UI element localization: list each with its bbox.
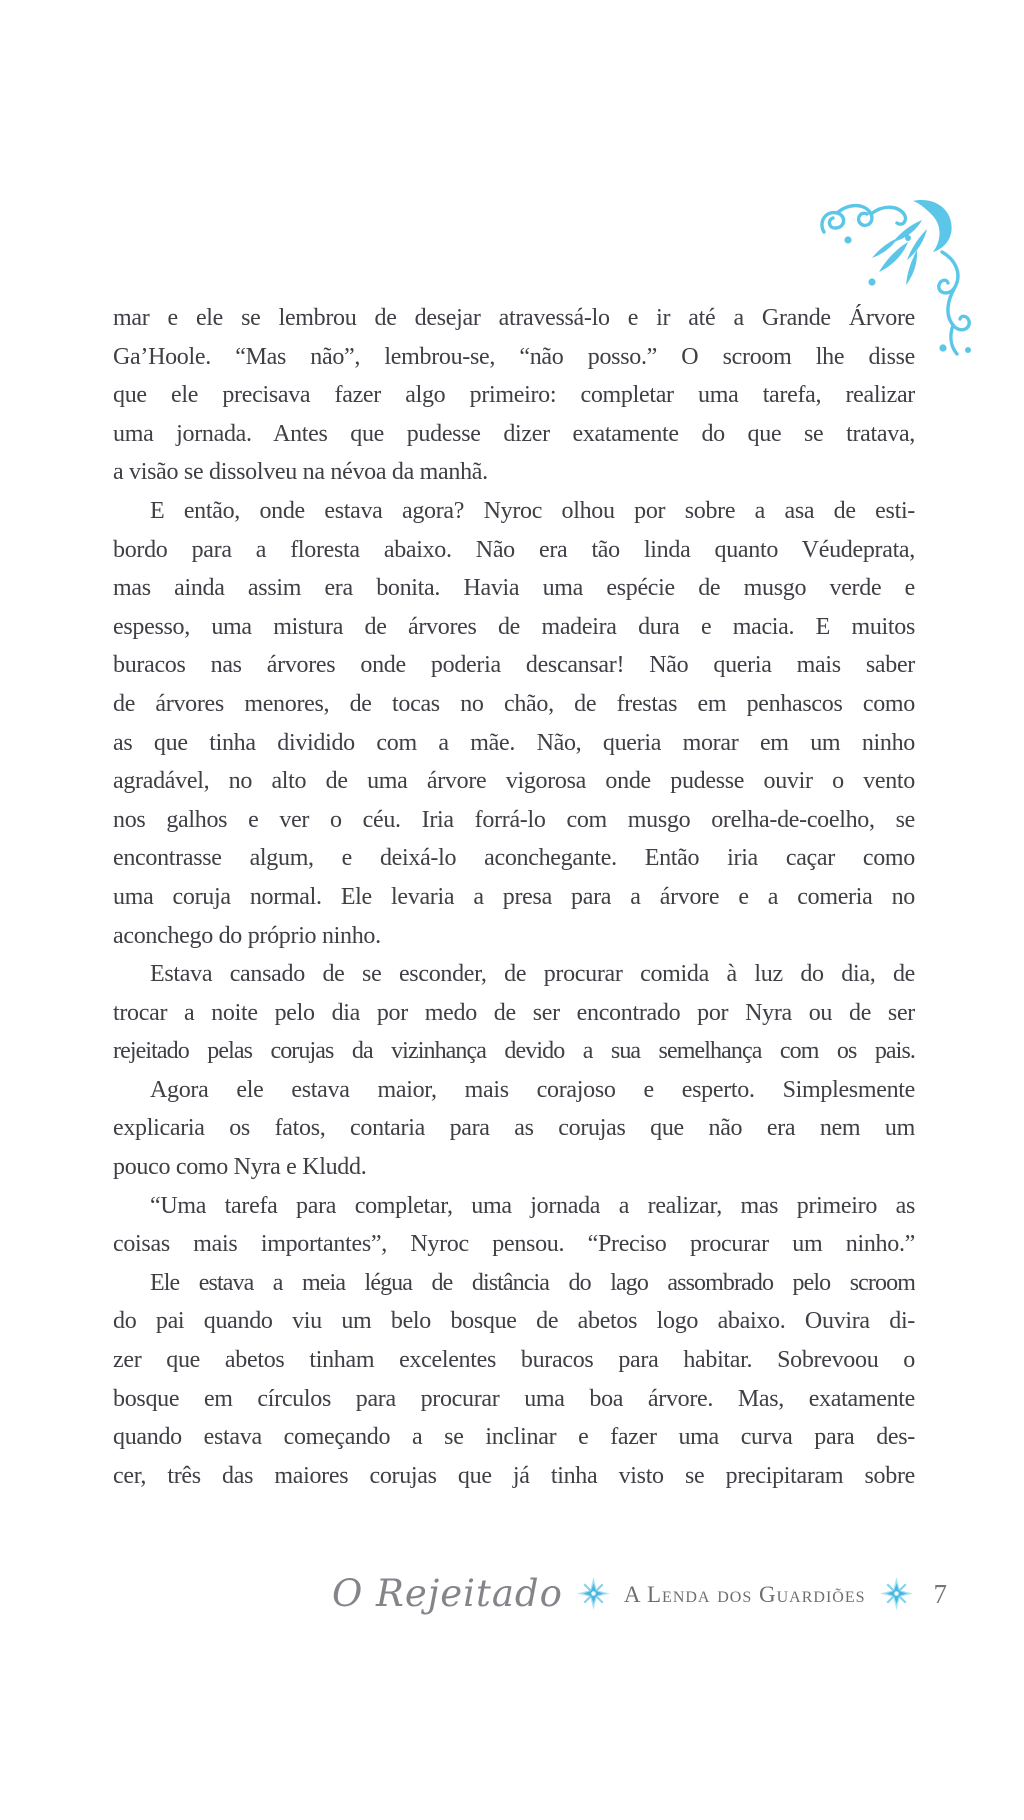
text-line: agradável, no alto de uma árvore vigorosa onde pudesse ouvir o vento xyxy=(113,768,915,795)
text-line: aconchego do próprio ninho. xyxy=(113,922,381,949)
page-number: 7 xyxy=(933,1578,947,1609)
text-line: pouco como Nyra e Kludd. xyxy=(113,1154,367,1181)
text-line: Agora ele estava maior, mais corajoso e esperto. Simplesmente xyxy=(150,1076,915,1103)
body-text xyxy=(113,299,915,1495)
text-line: as que tinha dividido com a mãe. Não, queria morar em um ninho xyxy=(113,729,915,756)
text-line: coisas mais importantes”, Nyroc pensou. “Preciso procurar um ninho.” xyxy=(113,1231,915,1258)
text-line: zer que abetos tinham excelentes buracos para habitar. Sobrevoou o xyxy=(113,1347,915,1374)
text-line: nos galhos e ver o céu. Iria forrá-lo com musgo orelha-de-coelho, se xyxy=(113,806,915,833)
text-line: bosque em círculos para procurar uma boa árvore. Mas, exatamente xyxy=(113,1385,915,1412)
text-line: rejeitado pelas corujas da vizinhança devido a sua semelhança com os pais. xyxy=(113,1038,915,1065)
text-line: do pai quando viu um belo bosque de abetos logo abaixo. Ouvira di- xyxy=(113,1308,915,1335)
text-line: Ele estava a meia légua de distância do lago assombrado pelo scroom xyxy=(150,1269,915,1296)
text-line: de árvores menores, de tocas no chão, de frestas em penhascos como xyxy=(113,690,915,717)
snowflake-icon xyxy=(576,1576,611,1611)
series-title: A Lenda dos Guardiões xyxy=(623,1582,866,1607)
text-line: buracos nas árvores onde poderia descansar! Não queria mais saber xyxy=(113,652,915,679)
text-line: explicaria os fatos, contaria para as corujas que não era nem um xyxy=(113,1115,915,1142)
text-line: Estava cansado de se esconder, de procurar comida à luz do dia, de xyxy=(150,961,915,988)
text-line: E então, onde estava agora? Nyroc olhou por sobre a asa de esti- xyxy=(150,497,915,524)
text-line: mar e ele se lembrou de desejar atravessá-lo e ir até a Grande Árvore xyxy=(113,305,915,331)
snowflake-icon xyxy=(879,1576,914,1611)
text-line: “Uma tarefa para completar, uma jornada a realizar, mas primeiro as xyxy=(150,1192,915,1219)
page-footer xyxy=(332,1563,947,1623)
text-line: encontrasse algum, e deixá-lo aconchegante. Então iria caçar como xyxy=(113,845,915,872)
text-line: mas ainda assim era bonita. Havia uma espécie de musgo verde e xyxy=(113,575,915,602)
text-line: uma coruja normal. Ele levaria a presa para a árvore e a comeria no xyxy=(113,883,915,910)
book-title-script: O Rejeitado xyxy=(331,1571,563,1615)
text-line: Ga’Hoole. “Mas não”, lembrou-se, “não posso.” O scroom lhe disse xyxy=(113,343,915,370)
text-line: a visão se dissolveu na névoa da manhã. xyxy=(113,459,488,486)
text-line: uma jornada. Antes que pudesse dizer exatamente do que se tratava, xyxy=(113,420,915,447)
text-line: bordo para a floresta abaixo. Não era tão linda quanto Véudeprata, xyxy=(113,536,915,563)
text-line: cer, três das maiores corujas que já tinha visto se precipitaram sobre xyxy=(113,1462,915,1489)
text-line: que ele precisava fazer algo primeiro: completar uma tarefa, realizar xyxy=(113,382,915,409)
text-line: quando estava começando a se inclinar e fazer uma curva para des- xyxy=(113,1424,915,1451)
text-line: espesso, uma mistura de árvores de madeira dura e macia. E muitos xyxy=(113,613,915,640)
text-line: trocar a noite pelo dia por medo de ser encontrado por Nyra ou de ser xyxy=(113,999,915,1026)
